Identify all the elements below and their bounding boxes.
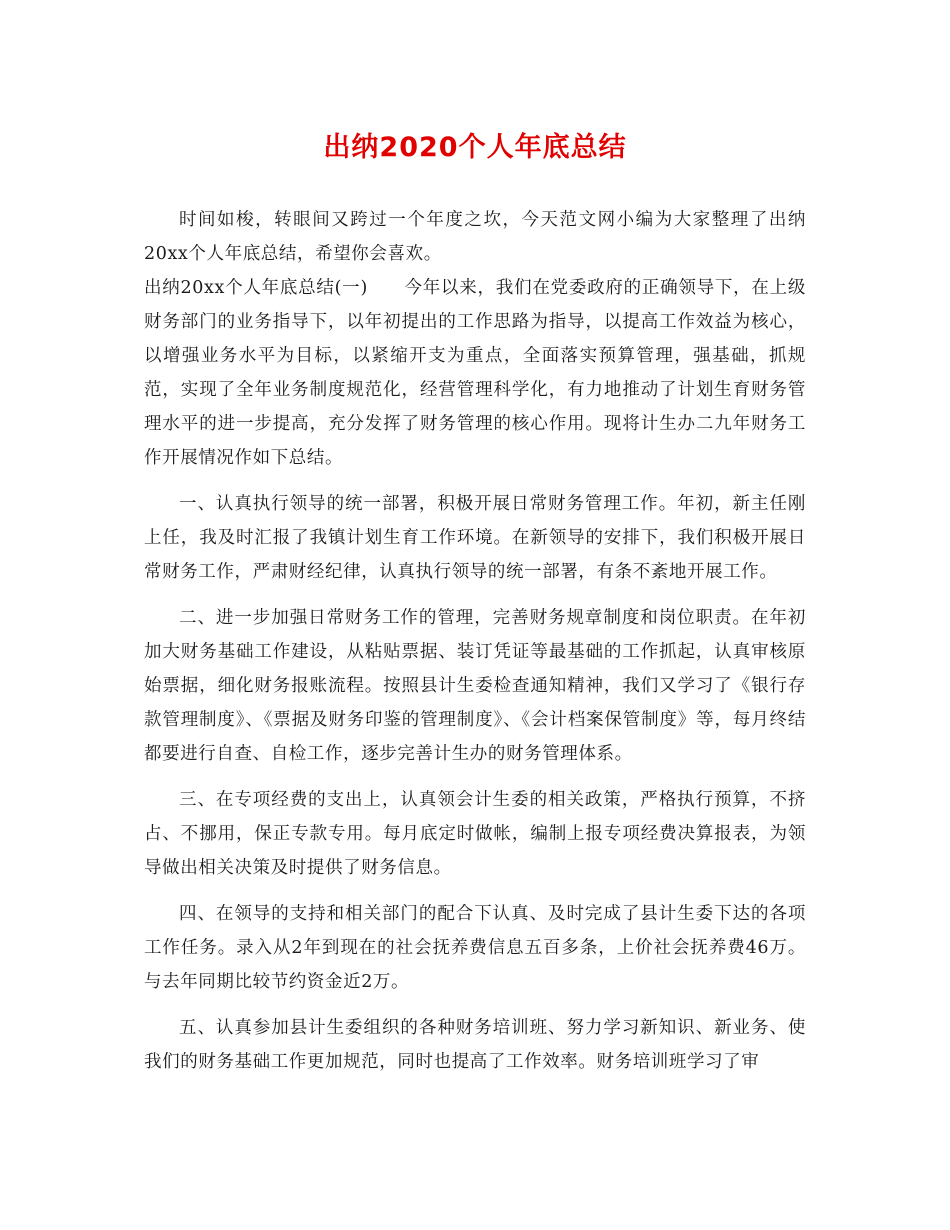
section-paragraph-3: 三、在专项经费的支出上，认真领会计生委的相关政策，严格执行预算，不挤占、不挪用，保正专款专用。每月底定时做帐，编制上报专项经费决算报表，为领导做出相关决策及时提供了财务信息。 [144, 790, 806, 878]
section-paragraph-5: 五、认真参加县计生委组织的各种财务培训班、努力学习新知识、新业务、使我们的财务基础工作更加规范，同时也提高了工作效率。财务培训班学习了审 [144, 1018, 806, 1072]
intro-paragraph: 时间如梭，转眼间又跨过一个年度之坎，今天范文网小编为大家整理了出纳20xx个人年底总结，希望你会喜欢。 [144, 210, 806, 264]
section-paragraph-2: 二、进一步加强日常财务工作的管理，完善财务规章制度和岗位职责。在年初加大财务基础工作建设，从粘贴票据、装订凭证等最基础的工作抓起，认真审核原始票据，细化财务报账流程。按照县计生委检查通知精神，我们又学习了《银行存款管理制度》、《票据及财务印鉴的管理制度》、《会计档案保管制度》等，每月终结都要进行自查、自检工作，逐步完善计生办的财务管理体系。 [144, 608, 806, 764]
section-paragraph-1: 一、认真执行领导的统一部署，积极开展日常财务管理工作。年初，新主任刚上任，我及时汇报了我镇计划生育工作环境。在新领导的安排下，我们积极开展日常财务工作，严肃财经纪律，认真执行领导的统一部署，有条不紊地开展工作。 [144, 494, 806, 582]
summary-paragraph: 出纳20xx个人年底总结(一) 今年以来，我们在党委政府的正确领导下，在上级财务部门的业务指导下，以年初提出的工作思路为指导，以提高工作效益为核心，以增强业务水平为目标，以紧缩开支为重点，全面落实预算管理，强基础，抓规范，实现了全年业务制度规范化，经营管理科学化，有力地推动了计划生育财务管理水平的进一步提高，充分发挥了财务管理的核心作用。现将计生办二九年财务工作开展情况作如下总结。 [144, 278, 806, 468]
document-title: 出纳2020个人年底总结 [323, 132, 627, 163]
section-paragraph-4: 四、在领导的支持和相关部门的配合下认真、及时完成了县计生委下达的各项工作任务。录入从2年到现在的社会抚养费信息五百多条，上价社会抚养费46万。与去年同期比较节约资金近2万。 [144, 904, 806, 992]
document-body [144, 203, 806, 1079]
